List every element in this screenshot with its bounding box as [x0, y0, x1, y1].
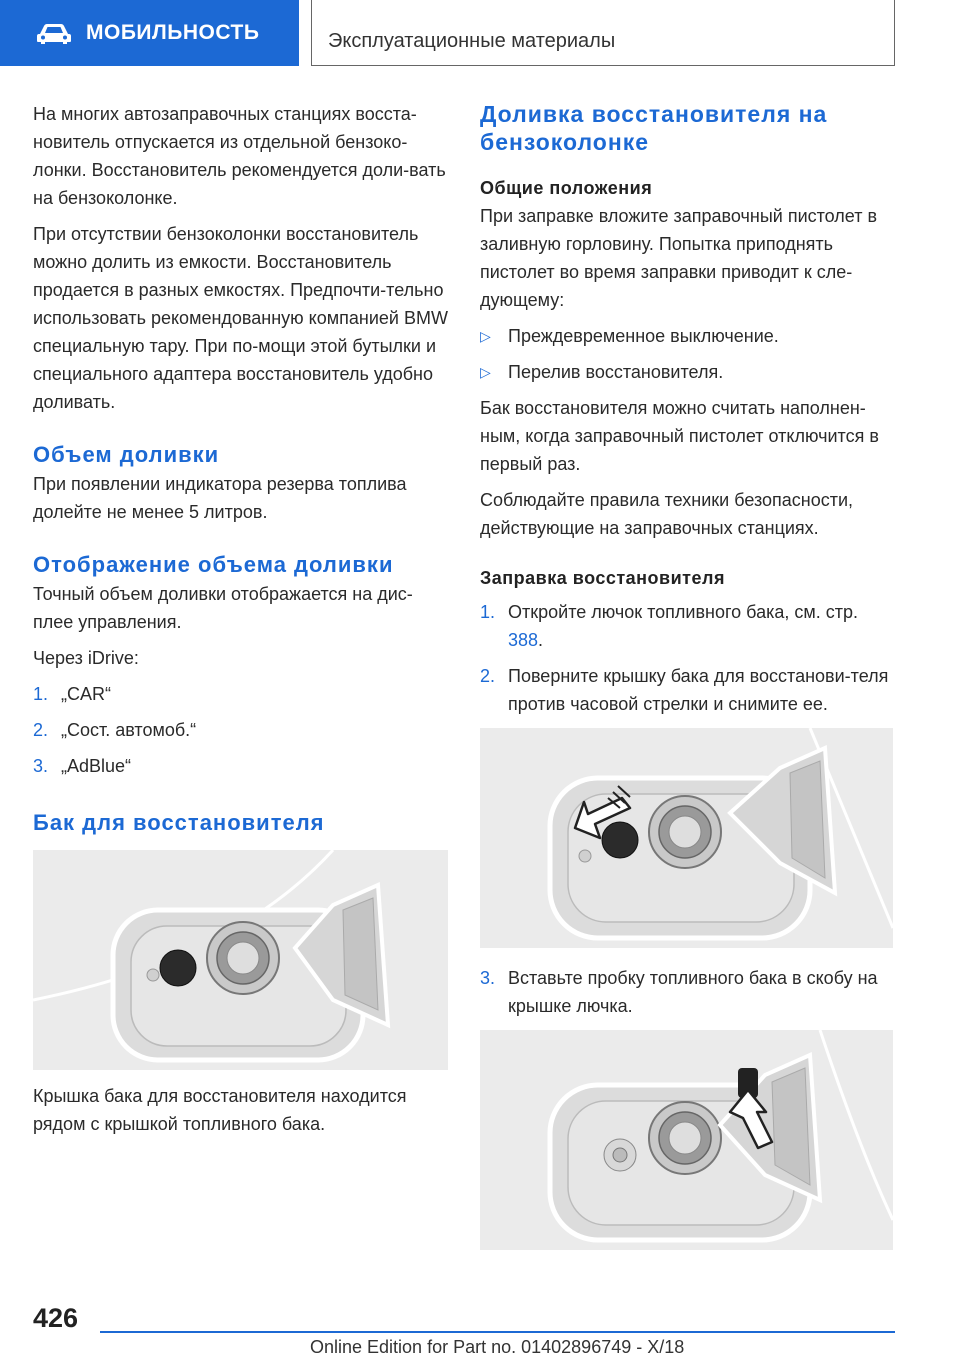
tank-cap-illustration [33, 850, 448, 1070]
step-number: 2. [33, 720, 49, 740]
idrive-steps [33, 680, 451, 780]
chapter-frame [311, 0, 895, 66]
list-item [480, 358, 893, 386]
step-text: Откройте лючок топливного бака, см. стр. 388. [508, 602, 858, 650]
list-item [480, 964, 893, 1020]
tank-heading: Бак для восстановителя [33, 810, 325, 835]
intro-paragraph-1: На многих автозаправочных станциях восста-новитель отпускается из отдельной бензоко-лонки. Восстановитель рекомендуется доли-вать на бензоколонке. [33, 104, 446, 208]
tank-caption: Крышка бака для восстановителя находится рядом с крышкой топливного бака. [33, 1086, 407, 1134]
store-cap-drawing [480, 1030, 893, 1250]
tank-cap-drawing [33, 850, 448, 1070]
edition-note: Online Edition for Part no. 01402896749 - X/18 [310, 1337, 685, 1357]
intro-paragraph-2: При отсутствии бензоколонки восстановитель можно долить из емкости. Восстановитель продается в разных емкостях. Предпочти-тельно использовать рекомендованную компанией BMW специальную тару. При по-мощи этой бутылки и специального адаптера восстановитель удобно доливать. [33, 224, 448, 412]
list-item [480, 598, 893, 654]
list-item [33, 680, 451, 708]
step-text: Поверните крышку бака для восстанови-теля против часовой стрелки и снимите ее. [508, 666, 889, 714]
list-item [480, 662, 893, 718]
display-heading: Отображение объема доливки [33, 552, 394, 577]
car-icon [36, 21, 72, 45]
page-header [0, 0, 960, 66]
step-text: Вставьте пробку топливного бака в скобу на крышке лючка. [508, 968, 878, 1016]
footer-divider [100, 1331, 895, 1333]
page-link[interactable]: 388 [508, 630, 539, 650]
page-number: 426 [33, 1303, 79, 1333]
list-item [33, 716, 451, 744]
section-title: МОБИЛЬНОСТЬ [86, 21, 260, 44]
left-column [33, 100, 451, 1146]
right-column [480, 100, 893, 1250]
bullet-list [480, 322, 893, 386]
refill-heading: Доливка восстановителя на бензоколонке [480, 101, 828, 155]
safety-text: Соблюдайте правила техники безопасности, действующие на заправочных станциях. [480, 490, 854, 538]
step-text: „CAR“ [61, 684, 111, 704]
general-text: При заправке вложите заправочный пистолет в заливную горловину. Попытка приподнять пистолет во время заправки приводит к сле-дующему: [480, 206, 878, 310]
list-item [480, 322, 893, 350]
chapter-title: Эксплуатационные материалы [328, 30, 616, 52]
bullet-triangle-icon: ▷ [480, 364, 491, 380]
store-cap-illustration [480, 1030, 893, 1250]
step-number: 1. [480, 602, 496, 622]
refill-steps [480, 598, 893, 718]
display-text: Точный объем доливки отображается на дис-плее управления. [33, 584, 413, 632]
volume-text: При появлении индикатора резерва топлива долейте не менее 5 литров. [33, 474, 407, 522]
step-text: „AdBlue“ [61, 756, 132, 776]
bullet-text: Перелив восстановителя. [508, 362, 724, 382]
refill-subheading: Заправка восстановителя [480, 568, 725, 588]
bullet-text: Преждевременное выключение. [508, 326, 779, 346]
step-number: 3. [480, 968, 496, 988]
step1-text: Откройте лючок топливного бака, см. стр. [508, 602, 858, 622]
list-item [33, 752, 451, 780]
remove-cap-drawing [480, 728, 893, 948]
refill-steps-continued [480, 964, 893, 1020]
step-number: 3. [33, 756, 49, 776]
remove-cap-illustration [480, 728, 893, 948]
section-tab[interactable] [0, 0, 299, 66]
step-number: 1. [33, 684, 49, 704]
full-text: Бак восстановителя можно считать наполнен-ным, когда заправочный пистолет отключится в первый раз. [480, 398, 879, 474]
step-number: 2. [480, 666, 496, 686]
bullet-triangle-icon: ▷ [480, 328, 491, 344]
step-text: „Сост. автомоб.“ [61, 720, 197, 740]
volume-heading: Объем доливки [33, 442, 220, 467]
idrive-label: Через iDrive: [33, 648, 139, 668]
general-heading: Общие положения [480, 178, 653, 198]
